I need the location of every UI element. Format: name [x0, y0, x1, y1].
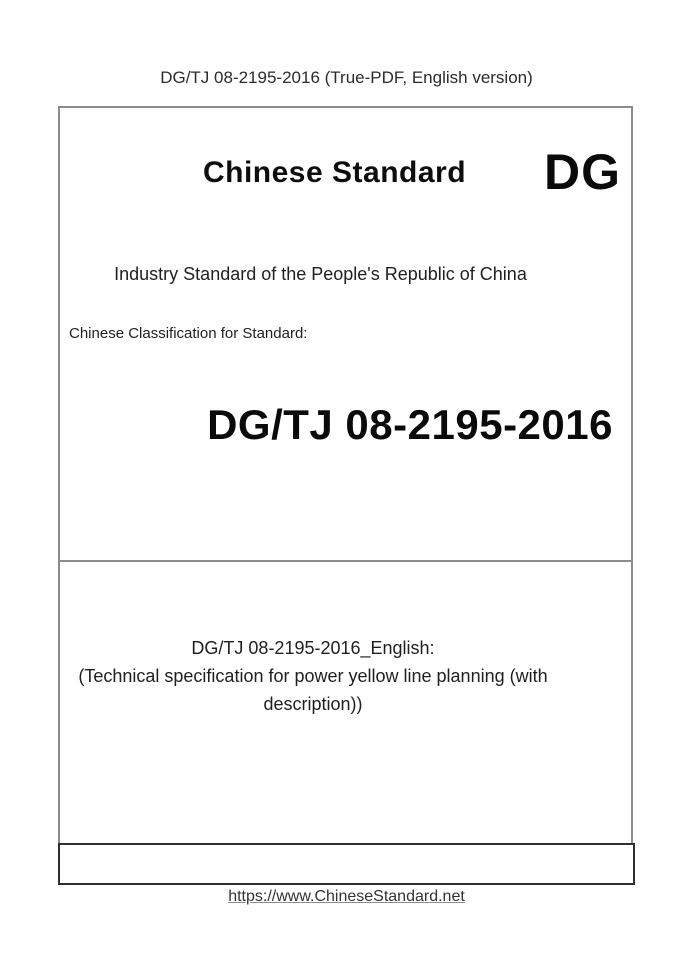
section-divider: [60, 560, 631, 562]
description-line: description)): [263, 694, 363, 714]
brand-row: [60, 144, 631, 212]
industry-standard-subtitle: Industry Standard of the People's Republic of China: [114, 264, 527, 284]
dg-logo: DG: [544, 144, 621, 200]
standard-number: DG/TJ 08-2195-2016: [207, 401, 613, 448]
website-link[interactable]: https://www.ChineseStandard.net: [228, 888, 465, 905]
footer-link-wrap: [0, 888, 693, 906]
standard-description: [65, 634, 561, 718]
classification-label: Chinese Classification for Standard:: [69, 325, 308, 342]
description-line: (Technical specification for power yellow line planning (with: [78, 666, 548, 686]
description-line: DG/TJ 08-2195-2016_English:: [191, 638, 435, 658]
document-header-title: DG/TJ 08-2195-2016 (True-PDF, English version): [160, 68, 533, 87]
footer-box: [58, 843, 635, 885]
cover-box: [58, 106, 633, 843]
brand-title: Chinese Standard: [202, 156, 467, 189]
